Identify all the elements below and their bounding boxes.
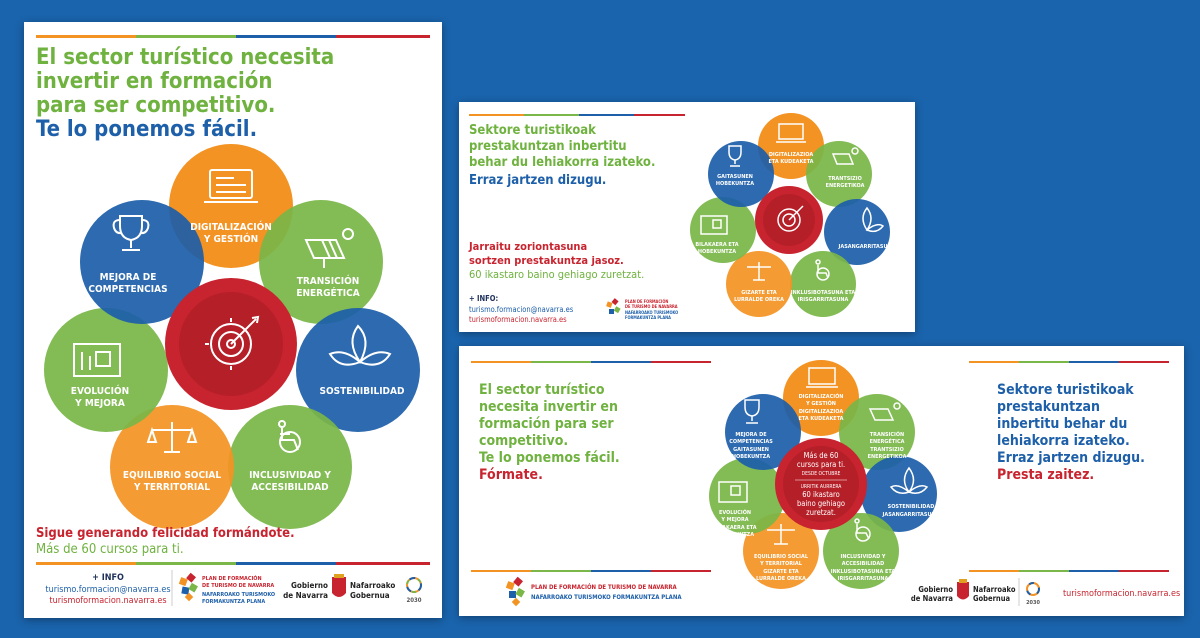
banner-top-web-link[interactable]: turismoformacion.navarra.es bbox=[469, 315, 567, 324]
petal-label: Y MEJORA bbox=[75, 398, 125, 409]
poster-info-label: + INFO bbox=[92, 573, 124, 583]
banner-bottom-headline-es: necesita invertir en bbox=[479, 399, 618, 415]
petal-label: INCLUSIVIDAD Y bbox=[840, 554, 886, 560]
coat-of-arms-icon bbox=[957, 579, 969, 600]
petal-label: DIGITALIZAZIOA bbox=[798, 409, 844, 415]
center-text-eu-small: URRITIK AURRERA bbox=[800, 484, 842, 490]
banner-top-plan-logo-icon bbox=[606, 298, 621, 314]
petal-label: BILAKAERA ETA bbox=[695, 242, 739, 248]
plan-logo-text: PLAN DE FORMACIÓN bbox=[625, 299, 669, 304]
banner-top-info-label: + INFO: bbox=[469, 294, 499, 303]
petal-label: ENERGETIKOA bbox=[867, 454, 907, 460]
banner-bottom-headline-eu: lehiakorra izateko. bbox=[997, 433, 1130, 449]
petal-label: COMPETENCIAS bbox=[729, 439, 773, 445]
petal-label: Y TERRITORIAL bbox=[760, 561, 802, 567]
banner-bottom-headline-es: competitivo. bbox=[479, 433, 569, 449]
petal-label: HOBEKUNTZA bbox=[697, 249, 737, 255]
plan-logo-text-es: PLAN DE FORMACIÓN DE TURISMO DE NAVARRA bbox=[531, 584, 677, 591]
petal-label: GIZARTE ETA bbox=[763, 569, 799, 575]
banner-top-headline: prestakuntzan inbertitu bbox=[469, 139, 627, 154]
banner-top-slogan: sortzen prestakuntza jasoz. bbox=[469, 254, 624, 267]
poster-panel bbox=[24, 22, 442, 618]
banner-bottom-plan-logo-icon bbox=[506, 577, 525, 606]
plan-logo-text: NAFARROAKO TURISMOKO bbox=[202, 592, 276, 598]
petal-label: EVOLUCIÓN bbox=[70, 386, 130, 397]
agenda-2030-icon bbox=[407, 578, 421, 592]
petal-label: LURRALDE OREKA bbox=[756, 576, 806, 582]
banner-bottom-flower bbox=[709, 360, 940, 589]
gov-name-eu: Nafarroako bbox=[973, 585, 1016, 594]
petal-label: HOBEKUNTZA bbox=[715, 181, 755, 187]
petal-label: IRISGARRITASUNA bbox=[797, 297, 849, 303]
petal-label: ENERGÉTICA bbox=[869, 439, 905, 445]
plan-logo-text: DE TURISMO DE NAVARRA bbox=[625, 304, 678, 309]
poster-top-stripes bbox=[36, 35, 430, 38]
center-text-eu: zuretzat. bbox=[806, 508, 836, 517]
banner-bottom-tagline-es: Fórmate. bbox=[479, 467, 543, 483]
petal-label: GIZARTE ETA bbox=[741, 290, 777, 296]
poster-tagline: Te lo ponemos fácil. bbox=[36, 117, 258, 142]
banner-top-canvas bbox=[459, 102, 915, 332]
petal-label: INCLUSIVIDAD Y bbox=[249, 470, 331, 481]
poster-subslogan: Más de 60 cursos para ti. bbox=[36, 542, 184, 557]
petal-label: Y GESTIÓN bbox=[806, 401, 836, 407]
banner-bottom-web-link[interactable]: turismoformacion.navarra.es bbox=[1063, 589, 1181, 599]
agenda-2030-icon bbox=[1027, 583, 1039, 595]
petal-label: HOBEKUNTZA bbox=[731, 454, 771, 460]
poster-slogan: Sigue generando felicidad formándote. bbox=[36, 526, 295, 541]
petal-label: INKLUSIBOTASUNA ETA bbox=[830, 569, 896, 575]
gov-name-eu: Gobernua bbox=[973, 594, 1011, 603]
banner-bottom-panel bbox=[459, 346, 1184, 616]
petal-label: BILAKAERA ETA bbox=[713, 525, 757, 531]
petal-label: Y MEJORA bbox=[721, 517, 749, 523]
banner-top-headline: behar du lehiakorra izateko. bbox=[469, 155, 656, 170]
banner-bottom-headline-es: El sector turístico bbox=[479, 382, 605, 398]
petal-label: MEJORA DE bbox=[735, 432, 767, 438]
poster-headline-line1: El sector turístico necesita bbox=[36, 45, 335, 70]
banner-top-headline: Sektore turistikoak bbox=[469, 123, 596, 138]
petal-label: ENERGETIKOA bbox=[825, 183, 865, 189]
banner-bottom-tagline-es: Te lo ponemos fácil. bbox=[479, 450, 620, 466]
banner-bottom-headline-eu: inbertitu behar du bbox=[997, 416, 1128, 432]
banner-top-tagline: Erraz jartzen dizugu. bbox=[469, 173, 607, 188]
banner-bottom-tagline-eu: Presta zaitez. bbox=[997, 467, 1095, 483]
agenda-year: 2030 bbox=[1026, 600, 1040, 606]
banner-top-slogan: Jarraitu zoriontasuna bbox=[469, 240, 588, 253]
petal-label: LURRALDE OREKA bbox=[734, 297, 784, 303]
banner-bottom-headline-eu: prestakuntzan bbox=[997, 399, 1100, 415]
center-text-eu: 60 ikastaro bbox=[802, 490, 840, 499]
banner-top-email-link[interactable]: turismo.formacion@navarra.es bbox=[469, 305, 574, 314]
center-text-es: cursos para ti. bbox=[796, 460, 846, 469]
banner-bottom-tagline-eu: Erraz jartzen dizugu. bbox=[997, 450, 1145, 466]
petal-label: TRANTSIZIO bbox=[870, 447, 904, 453]
banner-bottom-headline-es: formación para ser bbox=[479, 416, 614, 432]
gov-name-eu: Gobernua bbox=[350, 591, 390, 600]
petal-label: ETA KUDEAKETA bbox=[768, 159, 814, 165]
petal-label: ACCESIBILIDAD bbox=[841, 561, 885, 567]
petal-label: DIGITALIZAZIOA bbox=[768, 152, 814, 158]
poster-bottom-stripes bbox=[36, 562, 430, 565]
gov-name-es: Gobierno bbox=[918, 585, 953, 594]
plan-logo-text: PLAN DE FORMACIÓN bbox=[202, 576, 262, 582]
banner-top-subslogan: 60 ikastaro baino gehiago zuretzat. bbox=[469, 268, 645, 281]
petal-label: ETA KUDEAKETA bbox=[798, 416, 844, 422]
banner-bottom-headline-eu: Sektore turistikoak bbox=[997, 382, 1134, 398]
petal-label: EVOLUCIÓN bbox=[718, 510, 752, 516]
poster-email-link[interactable]: turismo.formacion@navarra.es bbox=[45, 585, 171, 595]
petal-label: Y GESTIÓN bbox=[203, 234, 259, 245]
gov-name-es: de Navarra bbox=[283, 591, 328, 600]
petal-label: GAITASUNEN bbox=[733, 447, 769, 453]
banner-top-flower bbox=[690, 113, 896, 317]
gov-name-es: Gobierno bbox=[291, 581, 328, 590]
poster-canvas bbox=[24, 22, 442, 618]
banner-top-panel bbox=[459, 102, 915, 332]
petal-label: ACCESIBILIDAD bbox=[251, 482, 329, 493]
petal-label: SOSTENIBILIDAD bbox=[887, 504, 935, 510]
petal-inclusividad bbox=[228, 405, 352, 529]
banner-top-stripes bbox=[469, 114, 685, 116]
petal-label: JASANGARRITASUNA bbox=[838, 244, 896, 250]
poster-headline-line3: para ser competitivo. bbox=[36, 93, 276, 118]
center-text-es-small: DESDE OCTUBRE bbox=[801, 471, 841, 477]
center-text-es: Más de 60 bbox=[803, 451, 839, 460]
poster-flower bbox=[44, 144, 420, 529]
petal-label: ENERGÉTICA bbox=[296, 288, 360, 299]
petal-label: TRANTSIZIO bbox=[828, 176, 862, 182]
poster-web-link[interactable]: turismoformacion.navarra.es bbox=[49, 596, 167, 606]
petal-label: Y TERRITORIAL bbox=[134, 482, 210, 493]
gov-name-eu: Nafarroako bbox=[350, 581, 396, 590]
petal-label: SOSTENIBILIDAD bbox=[319, 386, 405, 397]
petal-label: IRISGARRITASUNA bbox=[837, 576, 889, 582]
petal-label: EQUILIBRIO SOCIAL bbox=[122, 470, 222, 481]
poster-headline-line2: invertir en formación bbox=[36, 69, 273, 94]
banner-bottom-canvas bbox=[459, 346, 1184, 616]
petal-evolucion bbox=[44, 308, 168, 432]
agenda-year: 2030 bbox=[406, 597, 422, 604]
center-text-eu: baino gehiago bbox=[797, 499, 845, 508]
petal-label: EQUILIBRIO SOCIAL bbox=[753, 554, 809, 560]
plan-logo-text: NAFARROAKO TURISMOKO bbox=[625, 310, 679, 315]
petal-label: GAITASUNEN bbox=[717, 174, 753, 180]
petal-label: JASANGARRITASUNA bbox=[882, 512, 940, 518]
petal-label: COMPETENCIAS bbox=[88, 284, 168, 295]
petal-label: HOBEKUNTZA bbox=[715, 532, 755, 538]
petal-label: TRANSICIÓN bbox=[296, 276, 360, 287]
coat-of-arms-icon bbox=[332, 574, 346, 597]
plan-logo-text: FORMAKUNTZA PLANA bbox=[202, 599, 266, 605]
petal-label: DIGITALIZACIÓN bbox=[798, 394, 844, 400]
petal-label: TRANSICIÓN bbox=[869, 432, 905, 438]
plan-logo-text: DE TURISMO DE NAVARRA bbox=[202, 583, 275, 589]
plan-logo-icon bbox=[179, 573, 198, 601]
petal-label: MEJORA DE bbox=[99, 272, 157, 283]
petal-label: INKLUSIBOTASUNA ETA bbox=[790, 290, 856, 296]
plan-logo-text: FORMAKUNTZA PLANA bbox=[625, 315, 671, 320]
petal-label: DIGITALIZACIÓN bbox=[190, 222, 272, 233]
gov-name-es: de Navarra bbox=[910, 594, 953, 603]
plan-logo-text-eu: NAFARROAKO TURISMOKO FORMAKUNTZA PLANA bbox=[531, 594, 682, 601]
